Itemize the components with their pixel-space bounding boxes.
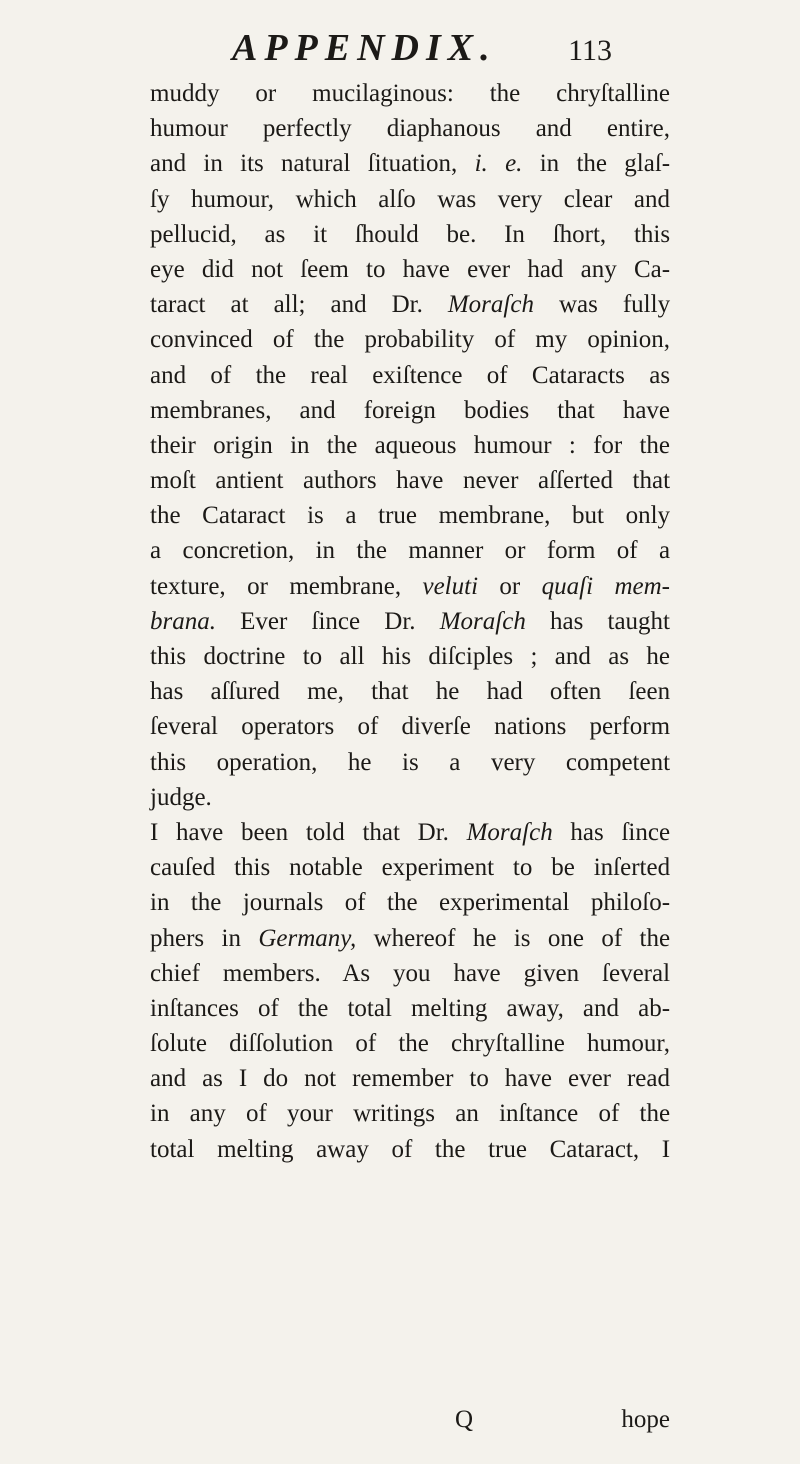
catchword: hope [621, 1406, 670, 1433]
text-line: ſolute diſſolution of the chryſtalline humour, [150, 1030, 670, 1058]
text-line: inſtances of the total melting away, and ab- [150, 994, 671, 1022]
text-line: moſt antient authors have never aſſerted that [150, 467, 671, 495]
text-line: judge. [150, 783, 212, 811]
signature-mark: Q [455, 1406, 474, 1433]
text-line: convinced of the probability of my opinion, [150, 326, 671, 354]
text-line: and of the real exiſtence of Cataracts as [150, 361, 671, 389]
text-line: pellucid, as it ſhould be. In ſhort, this [150, 220, 671, 248]
text-line: their origin in the aqueous humour : for the [150, 431, 671, 459]
text-line: phers in Germany, whereof he is one of the [150, 924, 671, 952]
text-line: this doctrine to all his diſciples ; and as he [150, 643, 670, 670]
text-line: the Cataract is a true membrane, but only [150, 502, 671, 530]
text-line: humour perfectly diaphanous and entire, [150, 115, 671, 143]
text-line: and as I do not remember to have ever read [150, 1065, 670, 1093]
text-line: total melting away of the true Cataract, I [150, 1135, 671, 1163]
text-line: in any of your writings an inſtance of the [150, 1100, 671, 1128]
text-line: chief members. As you have given ſeveral [150, 959, 671, 987]
running-head: APPENDIX. [232, 27, 497, 69]
text-line: and in its natural ſituation, i. e. in the glaſ- [150, 150, 671, 178]
body-text [150, 76, 670, 1167]
text-line: muddy or mucilaginous: the chryſtalline [150, 80, 671, 107]
text-line: ſy humour, which alſo was very clear and [150, 185, 671, 213]
text-line: ſeveral operators of diverſe nations perform [150, 713, 671, 741]
text-line: cauſed this notable experiment to be inſerted [150, 854, 671, 882]
text-line: a concretion, in the manner or form of a [150, 537, 671, 565]
text-line: eye did not ſeem to have ever had any Ca- [150, 255, 671, 283]
text-line: taract at all; and Dr. Moraſch was fully [150, 291, 671, 319]
page-number: 113 [568, 34, 612, 67]
text-line: membranes, and foreign bodies that have [150, 396, 671, 424]
text-line: texture, or membrane, veluti or quaſi mem- [150, 572, 670, 600]
page-header [232, 20, 612, 76]
text-line: this operation, he is a very competent [150, 748, 671, 776]
text-line: in the journals of the experimental philoſo- [150, 889, 671, 917]
page-footer [150, 1402, 670, 1438]
text-line: brana. Ever ſince Dr. Moraſch has taught [150, 607, 670, 635]
text-line: I have been told that Dr. Moraſch has ſince [150, 818, 671, 846]
text-line: has aſſured me, that he had often ſeen [150, 678, 671, 706]
